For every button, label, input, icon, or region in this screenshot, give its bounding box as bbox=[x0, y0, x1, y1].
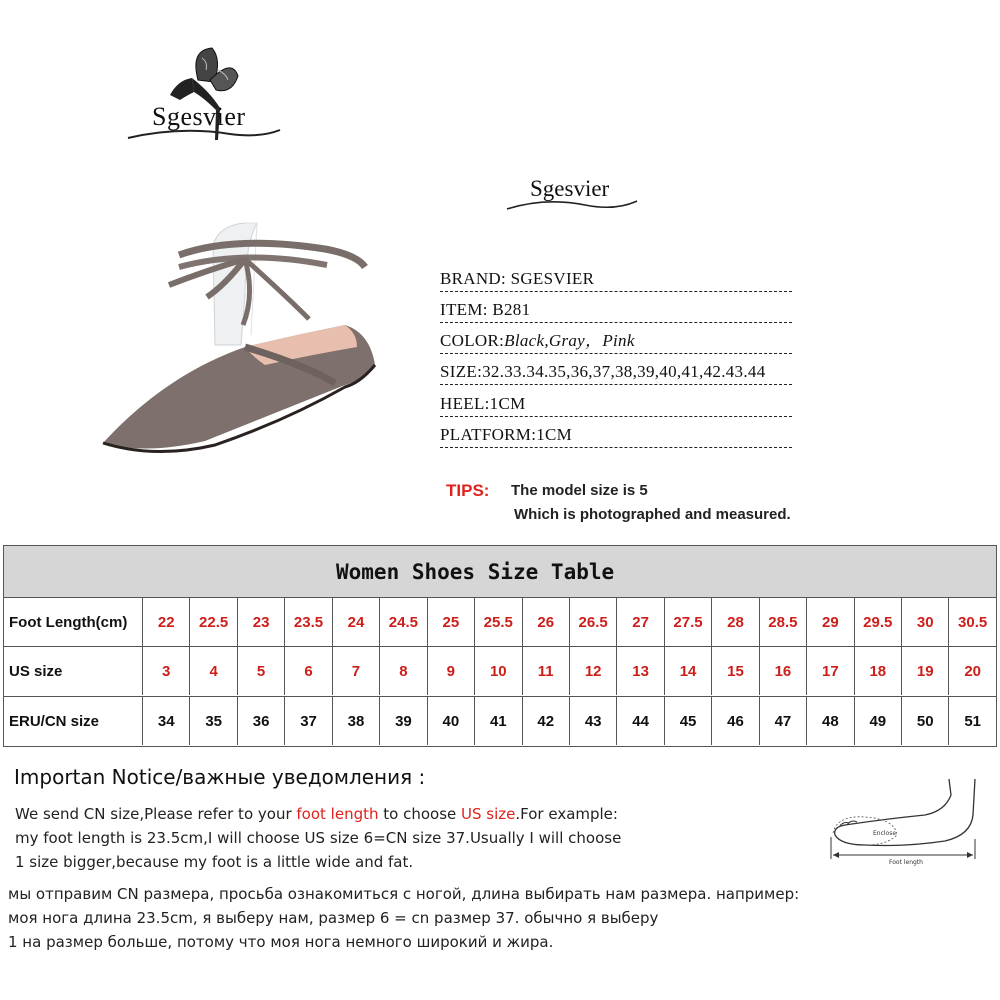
spec-size: SIZE:32.33.34.35,36,37,38,39,40,41,42.43.44 bbox=[440, 361, 792, 385]
table-cell: 24.5 bbox=[380, 598, 427, 646]
table-cell: 20 bbox=[964, 662, 981, 680]
row-header: ERU/CN size bbox=[4, 697, 143, 745]
table-cell: 7 bbox=[333, 647, 380, 695]
spec-item: ITEM: B281 bbox=[440, 299, 792, 323]
table-cell: 3 bbox=[143, 647, 190, 695]
table-cell: 13 bbox=[617, 647, 664, 695]
notice-en-line-3: 1 size bigger,because my foot is a little wide and fat. bbox=[15, 853, 414, 871]
table-cell: 49 bbox=[855, 697, 902, 745]
table-cell: 27 bbox=[617, 598, 664, 646]
spec-color: COLOR:Black,Gray，Pink bbox=[440, 330, 792, 354]
table-cell: 14 bbox=[665, 647, 712, 695]
table-cell: 25.5 bbox=[475, 598, 522, 646]
foot-measurement-diagram-icon bbox=[825, 775, 995, 875]
table-cell: 30 bbox=[902, 598, 949, 646]
brand-logo-small-text: Sgesvier bbox=[530, 176, 610, 201]
table-cell: 24 bbox=[333, 598, 380, 646]
table-cell: 4 bbox=[190, 647, 237, 695]
foot-length-label: Foot length bbox=[889, 859, 923, 866]
table-cell: 12 bbox=[570, 647, 617, 695]
table-cell: 46 bbox=[712, 697, 759, 745]
spec-heel: HEEL:1CM bbox=[440, 393, 792, 417]
tips-line-2: Which is photographed and measured. bbox=[514, 506, 791, 523]
table-cell: 39 bbox=[380, 697, 427, 745]
table-cell: 22 bbox=[143, 598, 190, 646]
table-cell: 44 bbox=[617, 697, 664, 745]
table-cell: 22.5 bbox=[190, 598, 237, 646]
notice-ru-line-2: моя нога длина 23.5cm, я выберу нам, размер 6 = cn размер 37. обычно я выберу bbox=[8, 909, 659, 927]
table-cell: 6 bbox=[285, 647, 332, 695]
table-cell: 34 bbox=[143, 697, 190, 745]
table-cell: 15 bbox=[712, 647, 759, 695]
brand-logo-text: Sgesvier bbox=[152, 102, 246, 131]
row-header: Foot Length(cm) bbox=[4, 598, 143, 646]
table-cell: 17 bbox=[807, 647, 854, 695]
table-row-eru-cn-size bbox=[4, 696, 996, 745]
tips-line-1: The model size is 5 bbox=[511, 482, 648, 499]
table-cell: 45 bbox=[665, 697, 712, 745]
table-cell: 26.5 bbox=[570, 598, 617, 646]
table-cell: 47 bbox=[760, 697, 807, 745]
table-cell: 9 bbox=[428, 647, 475, 695]
table-cell: 5 bbox=[238, 647, 285, 695]
table-cell: 18 bbox=[855, 647, 902, 695]
size-table-title: Women Shoes Size Table bbox=[336, 560, 615, 584]
notice-ru-line-1: мы отправим CN размера, просьба ознакомиться с ногой, длина выбирать нам размера. например: bbox=[8, 885, 800, 903]
table-cell: 23.5 bbox=[285, 598, 332, 646]
size-table-title-row bbox=[4, 546, 996, 598]
table-cell: 48 bbox=[807, 697, 854, 745]
spec-platform: PLATFORM:1CM bbox=[440, 424, 792, 448]
notice-ru-line-3: 1 на размер больше, потому что моя нога немного широкий и жира. bbox=[8, 933, 554, 951]
table-cell: 11 bbox=[523, 647, 570, 695]
us-size-highlight: US size bbox=[461, 805, 516, 823]
product-shoe-image bbox=[95, 215, 425, 465]
table-cell: 27.5 bbox=[665, 598, 712, 646]
foot-length-highlight: foot length bbox=[296, 805, 379, 823]
butterfly-heel-logo-icon bbox=[120, 40, 290, 160]
notice-en-line-1: We send CN size,Please refer to your foot length to choose US size.For example: bbox=[15, 805, 618, 823]
table-cell: 19 bbox=[902, 647, 949, 695]
table-cell: 16 bbox=[760, 647, 807, 695]
table-cell: 30.5 bbox=[958, 613, 988, 631]
table-cell: 23 bbox=[238, 598, 285, 646]
table-cell: 29 bbox=[807, 598, 854, 646]
table-cell: 8 bbox=[380, 647, 427, 695]
table-cell: 28.5 bbox=[760, 598, 807, 646]
notice-title: Importan Notice/важные уведомления : bbox=[14, 765, 426, 789]
table-cell: 50 bbox=[902, 697, 949, 745]
tips-label: TIPS: bbox=[446, 481, 490, 500]
table-cell: 25 bbox=[428, 598, 475, 646]
table-cell: 41 bbox=[475, 697, 522, 745]
size-table bbox=[3, 545, 997, 747]
table-row-us-size bbox=[4, 646, 996, 695]
table-cell: 29.5 bbox=[855, 598, 902, 646]
table-cell: 35 bbox=[190, 697, 237, 745]
table-cell: 43 bbox=[570, 697, 617, 745]
table-cell: 40 bbox=[428, 697, 475, 745]
table-cell: 10 bbox=[475, 647, 522, 695]
table-cell: 51 bbox=[964, 712, 981, 730]
notice-en-line-2: my foot length is 23.5cm,I will choose US size 6=CN size 37.Usually I will choose bbox=[15, 829, 622, 847]
table-cell: 28 bbox=[712, 598, 759, 646]
table-cell: 42 bbox=[523, 697, 570, 745]
table-cell: 36 bbox=[238, 697, 285, 745]
row-header: US size bbox=[4, 647, 143, 695]
table-cell: 37 bbox=[285, 697, 332, 745]
spec-brand: BRAND: SGESVIER bbox=[440, 268, 792, 292]
table-cell: 38 bbox=[333, 697, 380, 745]
enclose-label: Enclose bbox=[873, 830, 897, 837]
table-cell: 26 bbox=[523, 598, 570, 646]
table-row-foot-length bbox=[4, 597, 996, 646]
